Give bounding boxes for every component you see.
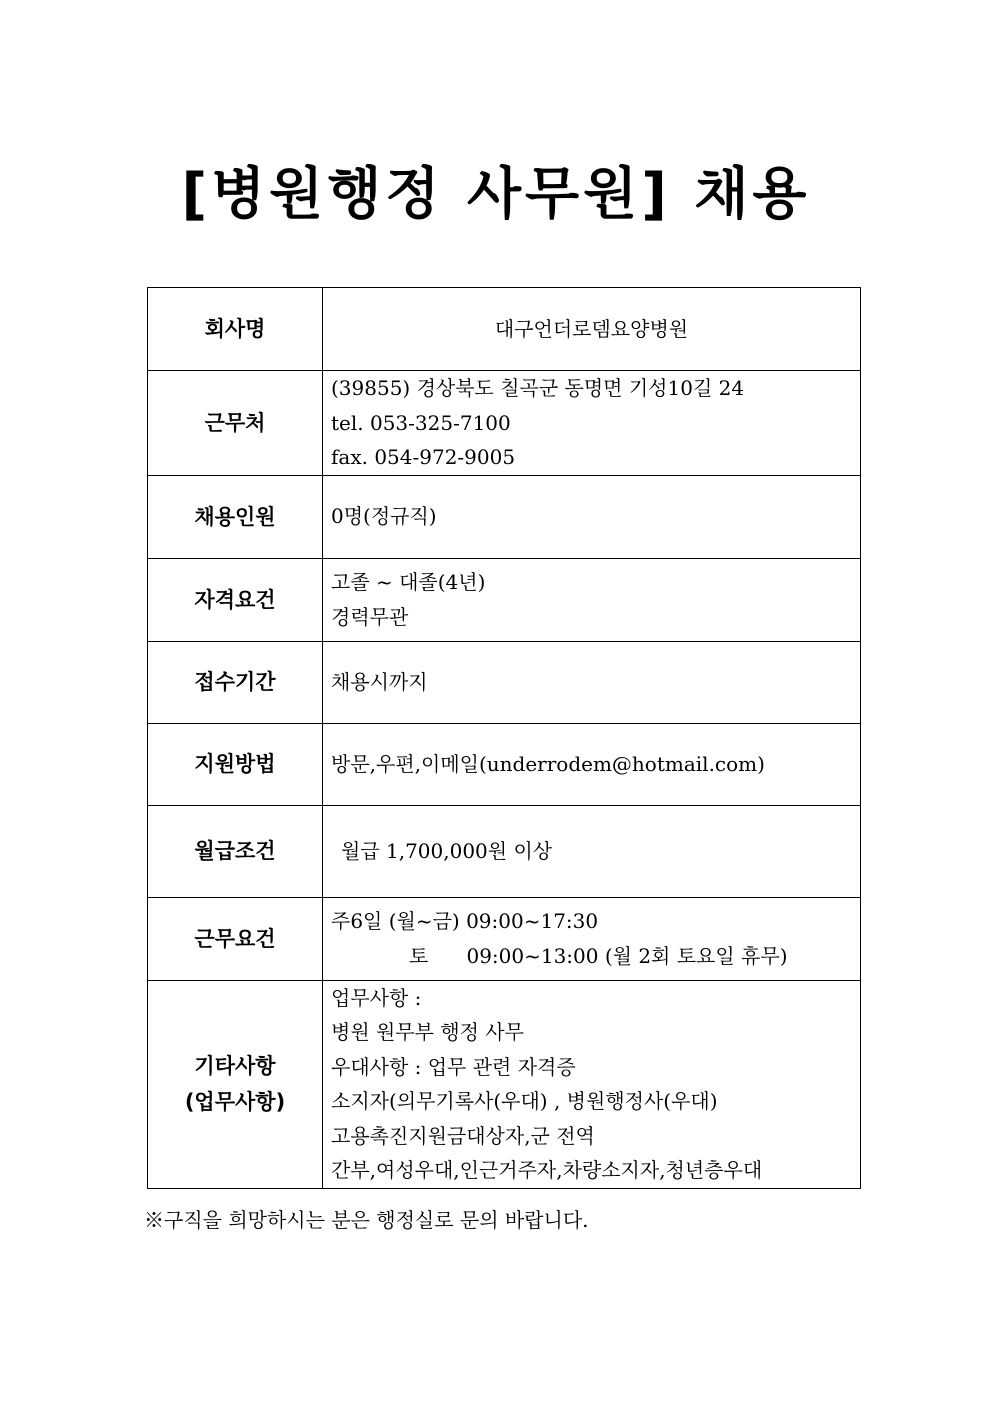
table-row-headcount [148, 475, 861, 558]
other-label-line1: 기타사항 [194, 1054, 276, 1078]
qualification-education: 고졸 ~ 대졸(4년) [331, 570, 486, 594]
footer-note: ※구직을 희망하시는 분은 행정실로 문의 바랍니다. [144, 1208, 589, 1232]
hours-saturday: 토 09:00~13:00 (월 2회 토요일 휴무) [409, 943, 788, 968]
table-row-qualification [148, 558, 861, 641]
other-label-line2: (업무사항) [184, 1090, 286, 1114]
page-title: [병원행정 사무원] 채용 [181, 162, 811, 227]
period-label: 접수기간 [148, 641, 323, 723]
other-line: 고용촉진지원금대상자,군 전역 [331, 1123, 595, 1148]
workplace-fax: fax. 054-972-9005 [331, 445, 516, 469]
qualification-value [323, 558, 861, 641]
table-row-period [148, 641, 861, 723]
table-row-apply [148, 723, 861, 805]
other-value [323, 980, 861, 1188]
workplace-address: (39855) 경상북도 칠곡군 동명면 기성10길 24 [331, 376, 745, 400]
other-line: 병원 원무부 행정 사무 [331, 1020, 524, 1044]
table-row-other [148, 980, 861, 1188]
other-line: 간부,여성우대,인근거주자,차량소지자,청년층우대 [331, 1158, 763, 1182]
period-value: 채용시까지 [323, 641, 861, 723]
other-line: 소지자(의무기록사(우대) , 병원행정사(우대) [331, 1089, 718, 1113]
qualification-label: 자격요건 [148, 558, 323, 641]
company-label: 회사명 [148, 288, 323, 371]
salary-value [323, 805, 861, 897]
hours-label: 근무요건 [148, 897, 323, 980]
headcount-label: 채용인원 [148, 475, 323, 558]
table-row-company [148, 288, 861, 371]
apply-value: 방문,우편,이메일(underrodem@hotmail.com) [323, 723, 861, 805]
workplace-value [323, 371, 861, 476]
other-label [148, 980, 323, 1188]
qualification-experience: 경력무관 [331, 604, 409, 629]
hours-weekday: 주6일 (월~금) 09:00~17:30 [331, 909, 599, 933]
workplace-label: 근무처 [148, 371, 323, 476]
table-row-workplace [148, 371, 861, 476]
workplace-tel: tel. 053-325-7100 [331, 410, 511, 435]
other-line: 우대사항 : 업무 관련 자격증 [331, 1054, 576, 1079]
salary-label: 월급조건 [148, 805, 323, 897]
company-value: 대구언더로뎀요양병원 [323, 288, 861, 371]
hours-value [323, 897, 861, 980]
headcount-value: 0명(정규직) [323, 475, 861, 558]
apply-label: 지원방법 [148, 723, 323, 805]
salary-text: 월급 1,700,000원 이상 [341, 838, 553, 863]
other-line: 업무사항 : [331, 985, 422, 1010]
table-row-salary [148, 805, 861, 897]
table-row-hours [148, 897, 861, 980]
job-posting-table [147, 287, 861, 1189]
